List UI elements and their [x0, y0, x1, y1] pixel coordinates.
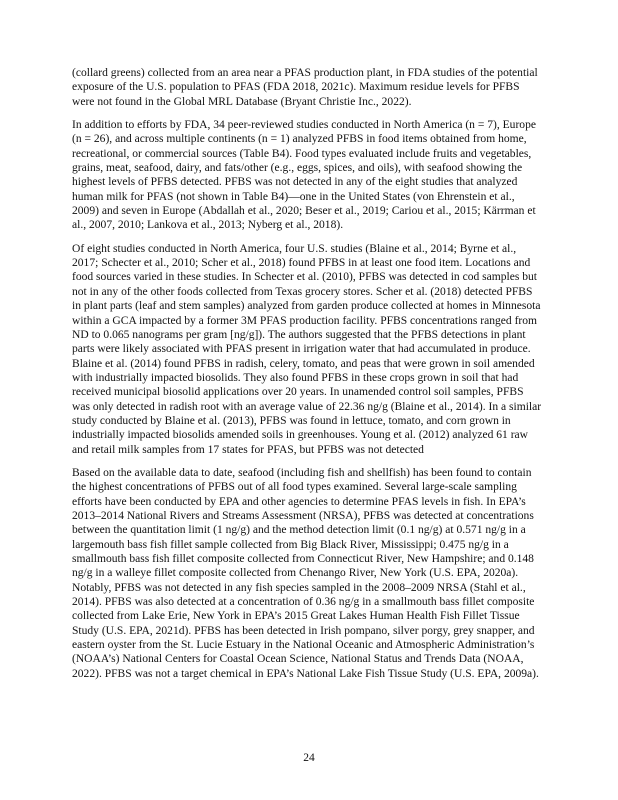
page-number: 24 [303, 752, 315, 764]
paragraph-peer-reviewed-studies: In addition to efforts by FDA, 34 peer-reviewed studies conducted in North America (n = 7), Europe (n = 26), and across multiple continents (n = 1) analyzed PFBS in food items obtained from home, recreational, or commercial sources (Table B4). Food types evaluated include fruits and vegetables, grains, meat, seafood, dairy, and fats/other (e.g., eggs, spices, and oils), with seafood showing the highest levels of PFBS detected. PFBS was not detected in any of the eight studies that analyzed human milk for PFAS (not shown in Table B4)—one in the United States (von Ehrenstein et al., 2009) and seven in Europe (Abdallah et al., 2020; Beser et al., 2019; Cariou et al., 2015; Kärrman et al., 2007, 2010; Lankova et al., 2013; Nyberg et al., 2018). [72, 119, 536, 232]
paragraph-seafood: Based on the available data to date, seafood (including fish and shellfish) has been found to contain the highest concentrations of PFBS out of all food types examined. Several large-scale sampling efforts have been conducted by EPA and other agencies to determine PFAS levels in fish. In EPA’s 2013–2014 National Rivers and Streams Assessment (NRSA), PFBS was detected at concentrations between the quantitation limit (1 ng/g) and the method detection limit (0.1 ng/g) at 0.571 ng/g in a largemouth bass fish fillet sample collected from Big Black River, Mississippi; 0.475 ng/g in a smallmouth bass fish fillet composite collected from Connecticut River, New Hampshire; and 0.148 ng/g in a walleye fillet composite collected from Chenango River, New York (U.S. EPA, 2020a). Notably, PFBS was not detected in any fish species sampled in the 2008–2009 NRSA (Stahl et al., 2014). PFBS was also detected at a concentration of 0.36 ng/g in a smallmouth bass fillet composite collected from Lake Erie, New York in EPA’s 2015 Great Lakes Human Health Fish Fillet Tissue Study (U.S. EPA, 2021d). PFBS has been detected in Irish pompano, silver porgy, grey snapper, and eastern oyster from the St. Lucie Estuary in the National Oceanic and Atmospheric Administration’s (NOAA’s) National Centers for Coastal Ocean Science, National Status and Trends Data (NOAA, 2022). PFBS was not a target chemical in EPA’s National Lake Fish Tissue Study (U.S. EPA, 2009a). [72, 466, 539, 680]
paragraph-north-america-studies: Of eight studies conducted in North America, four U.S. studies (Blaine et al., 2014; Byrne et al., 2017; Schecter et al., 2010; Scher et al., 2018) found PFBS in at least one food item. Locations and food sources varied in these studies. In Schecter et al. (2010), PFBS was detected in cod samples but not in any of the other foods collected from Texas grocery stores. Scher et al. (2018) detected PFBS in plant parts (leaf and stem samples) analyzed from garden produce collected at homes in Minnesota within a GCA impacted by a former 3M PFAS production facility. PFBS concentrations ranged from ND to 0.065 nanograms per gram [ng/g]). The authors suggested that the PFBS detections in plant parts were likely associated with PFAS present in irrigation water that had accumulated in produce. Blaine et al. (2014) found PFBS in radish, celery, tomato, and peas that were grown in soil amended with industrially impacted biosolids. They also found PFBS in these crops grown in soil that had received municipal biosolid applications over 20 years. In unamended control soil samples, PFBS was only detected in radish root with an average value of 22.36 ng/g (Blaine et al., 2014). In a similar study conducted by Blaine et al. (2013), PFBS was found in lettuce, tomato, and corn grown in industrially impacted biosolids amended soils in greenhouses. Young et al. (2012) analyzed 61 raw and retail milk samples from 17 states for PFAS, but PFBS was not detected [72, 242, 542, 456]
paragraph-collard-greens: (collard greens) collected from an area near a PFAS production plant, in FDA studies of the potential exposure of the U.S. population to PFAS (FDA 2018, 2021c). Maximum residue levels for PFBS were not found in the Global MRL Database (Bryant Christie Inc., 2022). [72, 67, 538, 108]
body-text [72, 66, 544, 690]
